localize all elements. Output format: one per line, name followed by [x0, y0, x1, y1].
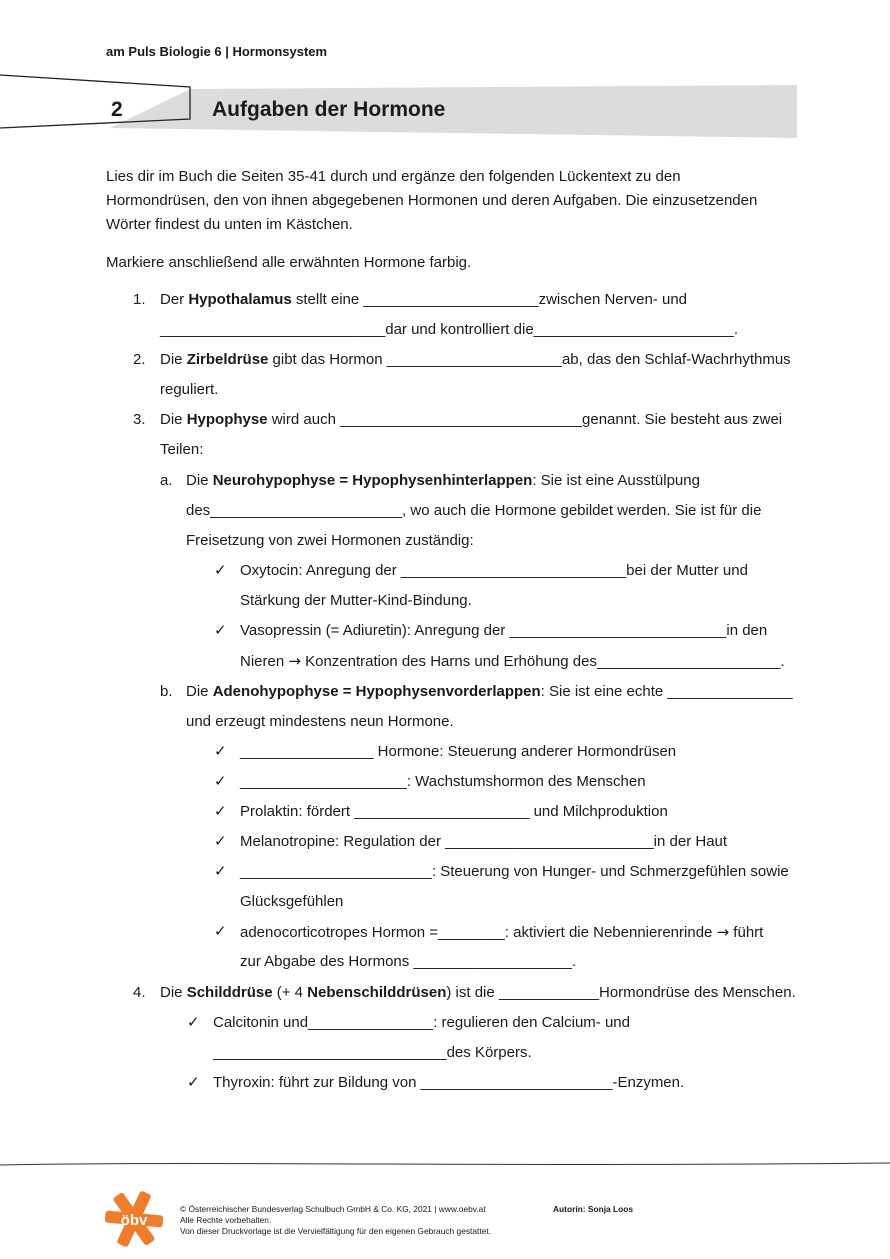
subitem-a-line-2: des_______________________, wo auch die Hormone gebildet werden. Sie ist für die	[186, 502, 762, 519]
running-header: am Puls Biologie 6 | Hormonsystem	[106, 44, 328, 59]
check-icon: ✓	[214, 863, 227, 880]
calcitonin-line-2: ____________________________des Körpers.	[213, 1044, 532, 1061]
item-number-1: 1.	[133, 291, 146, 308]
item-number-3: 3.	[133, 411, 146, 428]
subitem-a-line-1: Die Neurohypophyse = Hypophysenhinterlappen: Sie ist eine Ausstülpung	[186, 472, 700, 489]
check-icon: ✓	[214, 743, 227, 760]
hormone-item-6-line-1: adenocorticotropes Hormon =________: aktiviert die Nebennierenrinde → führt	[240, 923, 764, 941]
oebv-logo	[104, 1188, 164, 1250]
oxytocin-line-1: Oxytocin: Anregung der ___________________________bei der Mutter und	[240, 562, 748, 579]
chapter-title: Aufgaben der Hormone	[212, 98, 446, 121]
item-3-line-2: Teilen:	[160, 441, 204, 458]
intro-paragraph: Lies dir im Buch die Seiten 35-41 durch und ergänze den folgenden Lückentext zu den Hormondrüsen, den von ihnen abgegebenen Hormonen und deren Aufgaben. Die einzusetzenden Wörter findest du unten im Kästchen.	[106, 168, 758, 233]
item-1-line-2: ___________________________dar und kontrolliert die________________________.	[160, 321, 739, 338]
hormone-item-3: Prolaktin: fördert _____________________ und Milchproduktion	[240, 803, 668, 820]
subitem-letter-a: a.	[160, 472, 173, 489]
arrow-right-icon: →	[716, 923, 730, 941]
check-icon: ✓	[214, 622, 227, 639]
footer-divider	[0, 1158, 890, 1170]
check-icon: ✓	[187, 1074, 200, 1091]
footer-rights: Alle Rechte vorbehalten.	[180, 1215, 272, 1225]
calcitonin-line-1: Calcitonin und_______________: regulieren den Calcium- und	[213, 1014, 630, 1031]
check-icon: ✓	[214, 562, 227, 579]
item-number-2: 2.	[133, 351, 146, 368]
subitem-a-line-3: Freisetzung von zwei Hormonen zuständig:	[186, 532, 474, 549]
hormone-item-1: ________________ Hormone: Steuerung anderer Hormondrüsen	[240, 743, 677, 760]
item-2-line-1: Die Zirbeldrüse gibt das Hormon _____________________ab, das den Schlaf-Wachrhythmus	[160, 351, 791, 368]
subitem-b-line-1: Die Adenohypophyse = Hypophysenvorderlappen: Sie ist eine echte _______________	[186, 683, 793, 700]
hormone-item-2: ____________________: Wachstumshormon des Menschen	[240, 773, 646, 790]
check-icon: ✓	[214, 803, 227, 820]
instruction-paragraph: Markiere anschließend alle erwähnten Hormone farbig.	[106, 254, 472, 271]
check-icon: ✓	[214, 833, 227, 850]
subitem-letter-b: b.	[160, 683, 173, 700]
item-4-line-1: Die Schilddrüse (+ 4 Nebenschilddrüsen) ist die ____________Hormondrüse des Menschen.	[160, 984, 796, 1001]
item-1-line-1: Der Hypothalamus stellt eine _____________________zwischen Nerven- und	[160, 291, 687, 308]
arrow-right-icon: →	[288, 652, 301, 670]
hormone-item-5-line-2: Glücksgefühlen	[240, 893, 344, 910]
item-2-line-2: reguliert.	[160, 381, 219, 398]
thyroxin-line: Thyroxin: führt zur Bildung von _______________________-Enzymen.	[213, 1074, 685, 1091]
subitem-b-line-2: und erzeugt mindestens neun Hormone.	[186, 713, 454, 730]
vasopressin-line-1: Vasopressin (= Adiuretin): Anregung der __________________________in den	[240, 622, 768, 639]
hormone-item-5-line-1: _______________________: Steuerung von Hunger- und Schmerzgefühlen sowie	[240, 863, 789, 880]
chapter-number: 2	[111, 98, 123, 121]
hormone-item-6-line-2: zur Abgabe des Hormons ___________________.	[240, 953, 577, 970]
check-icon: ✓	[187, 1014, 200, 1031]
item-number-4: 4.	[133, 984, 146, 1001]
footer-author: Autorin: Sonja Loos	[553, 1204, 634, 1214]
oxytocin-line-2: Stärkung der Mutter-Kind-Bindung.	[240, 592, 472, 609]
hormone-item-4: Melanotropine: Regulation der _________________________in der Haut	[240, 833, 728, 850]
footer-copyright: © Österreichischer Bundesverlag Schulbuch GmbH & Co. KG, 2021 | www.oebv.at	[180, 1204, 486, 1214]
vasopressin-line-2: Nieren → Konzentration des Harns und Erhöhung des______________________.	[240, 652, 785, 670]
item-3-line-1: Die Hypophyse wird auch _____________________________genannt. Sie besteht aus zwei	[160, 411, 783, 428]
footer-permission: Von dieser Druckvorlage ist die Vervielfältigung für den eigenen Gebrauch gestattet.	[180, 1226, 491, 1236]
check-icon: ✓	[214, 923, 227, 940]
check-icon: ✓	[214, 773, 227, 790]
svg-text:öbv: öbv	[120, 1212, 148, 1229]
